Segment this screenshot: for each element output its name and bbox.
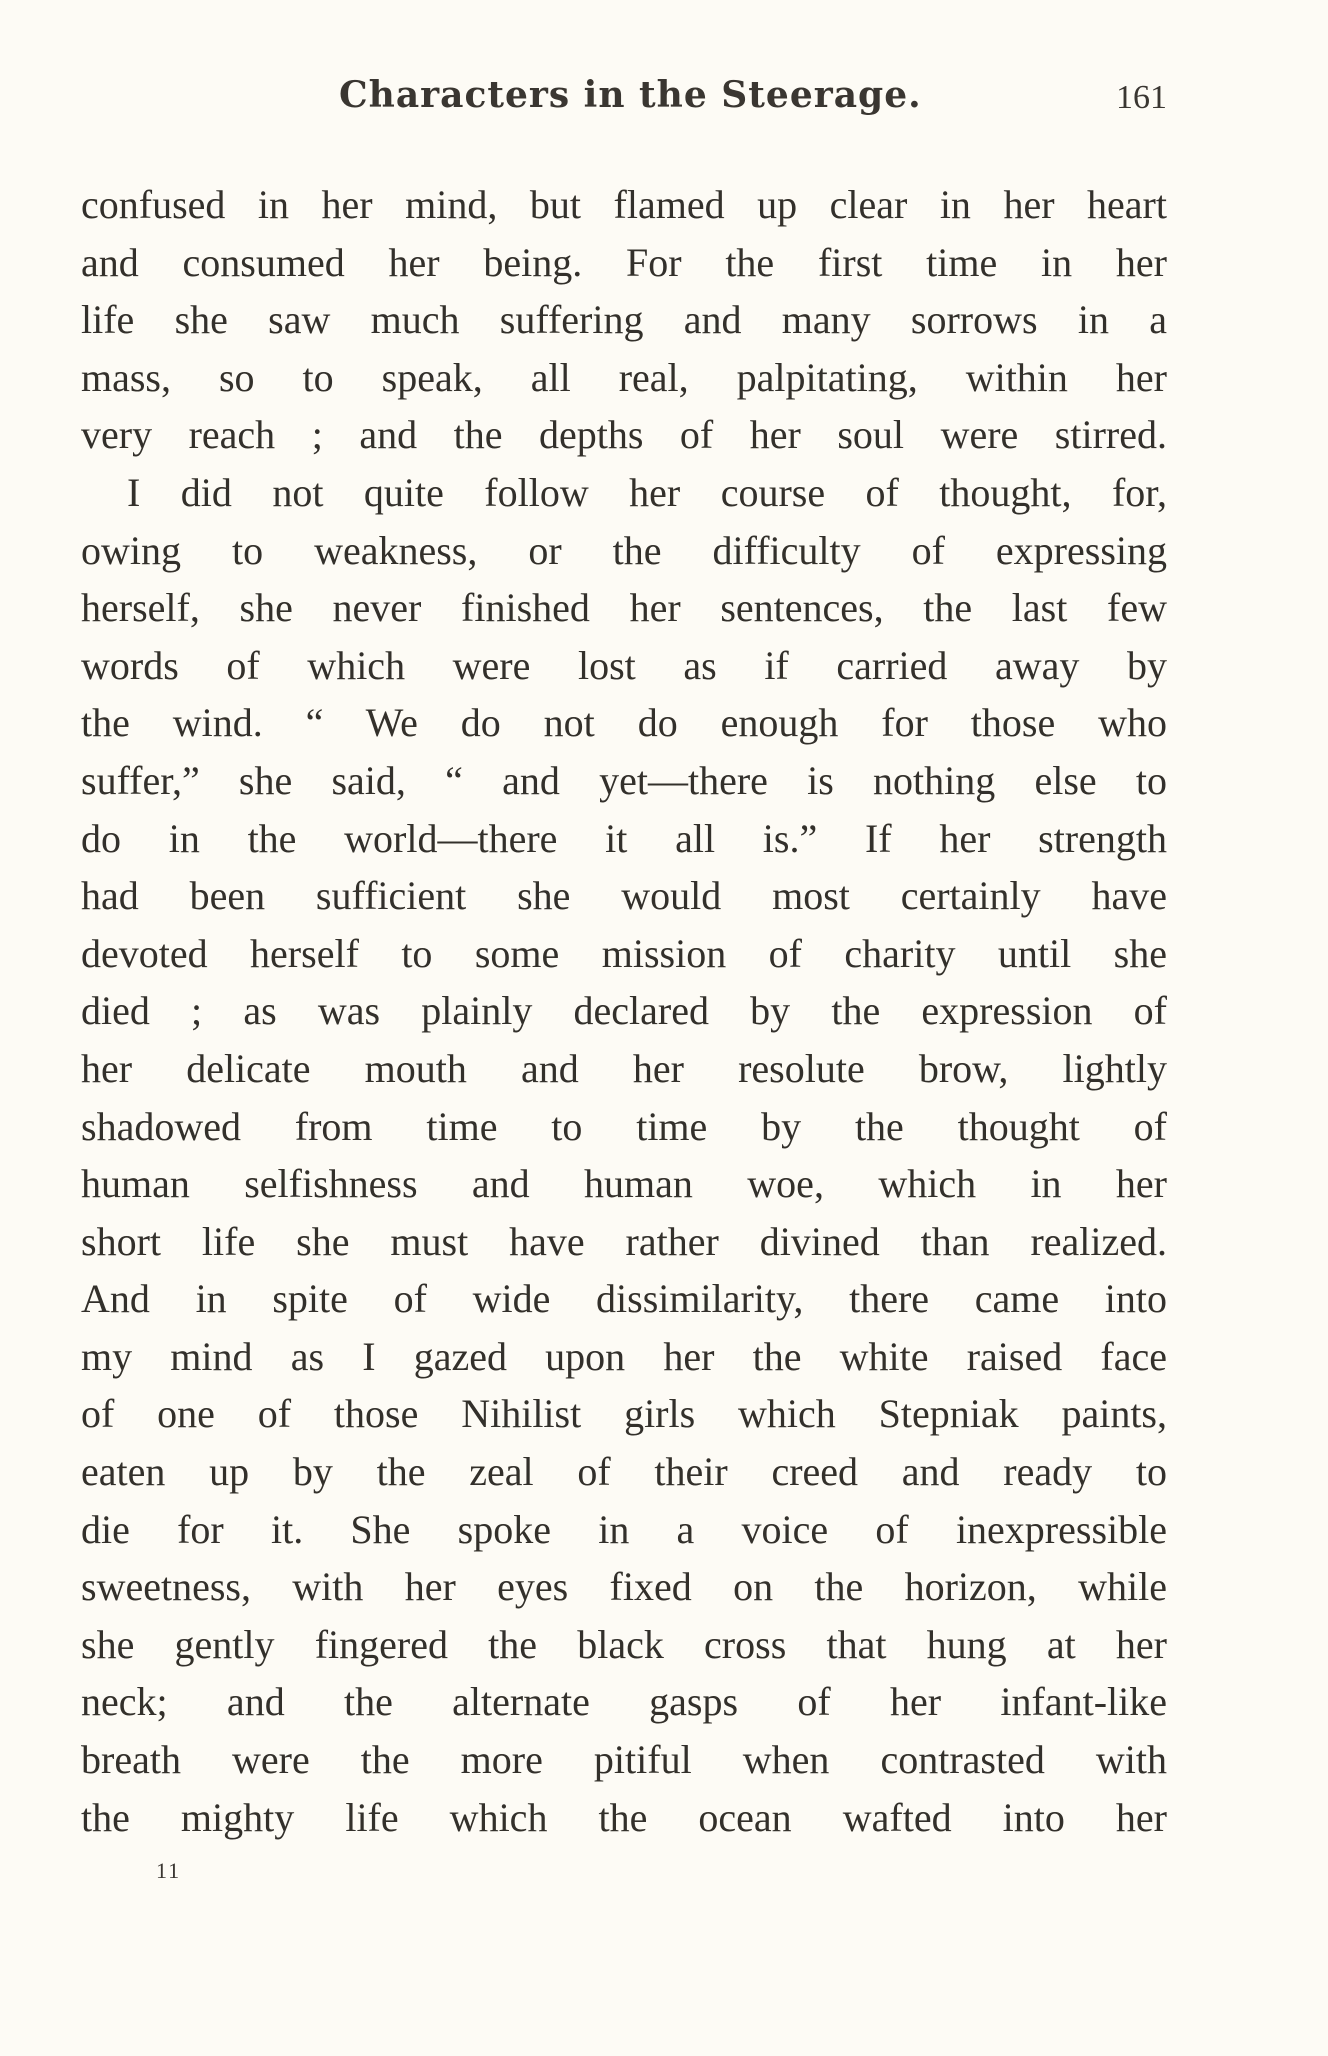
text-line: do in the world—there it all is.” If her strength bbox=[81, 815, 1167, 861]
running-head bbox=[81, 74, 1167, 134]
text-line: she gently fingered the black cross that hung at her bbox=[81, 1621, 1167, 1667]
text-line: mass, so to speak, all real, palpitating, within her bbox=[81, 354, 1167, 400]
text-line: sweetness, with her eyes fixed on the horizon, while bbox=[81, 1564, 1167, 1610]
paragraph-start-line: I did not quite follow her course of thought, for, bbox=[127, 469, 1167, 515]
text-line: suffer,” she said, “ and yet—there is nothing else to bbox=[81, 757, 1167, 803]
text-line: of one of those Nihilist girls which Stepniak paints, bbox=[81, 1391, 1167, 1437]
signature-mark: 11 bbox=[156, 1858, 182, 1883]
text-line: confused in her mind, but flamed up clear in her heart bbox=[81, 182, 1167, 227]
text-line: my mind as I gazed upon her the white raised face bbox=[81, 1333, 1167, 1379]
text-line: devoted herself to some mission of charity until she bbox=[81, 930, 1167, 976]
text-line: owing to weakness, or the difficulty of expressing bbox=[81, 527, 1167, 573]
page-number: 161 bbox=[1116, 79, 1167, 116]
text-line: her delicate mouth and her resolute brow, lightly bbox=[81, 1045, 1167, 1091]
text-line: life she saw much suffering and many sorrows in a bbox=[81, 297, 1167, 343]
text-line: die for it. She spoke in a voice of inexpressible bbox=[81, 1506, 1167, 1552]
text-line: the mighty life which the ocean wafted into her bbox=[81, 1794, 1167, 1840]
text-line: and consumed her being. For the first time in her bbox=[81, 239, 1167, 285]
running-title: Characters in the Steerage. bbox=[339, 74, 922, 116]
body-text bbox=[81, 176, 1167, 1846]
text-line: shadowed from time to time by the thought of bbox=[81, 1103, 1167, 1149]
text-line: words of which were lost as if carried away by bbox=[81, 642, 1167, 688]
text-line: breath were the more pitiful when contrasted with bbox=[81, 1737, 1167, 1783]
text-line: short life she must have rather divined than realized. bbox=[81, 1218, 1167, 1264]
text-line: And in spite of wide dissimilarity, there came into bbox=[81, 1276, 1167, 1322]
text-line: herself, she never finished her sentences, the last few bbox=[81, 585, 1167, 631]
text-line: the wind. “ We do not do enough for those who bbox=[81, 700, 1167, 746]
text-line: human selfishness and human woe, which in her bbox=[81, 1161, 1167, 1207]
text-line: eaten up by the zeal of their creed and ready to bbox=[81, 1449, 1167, 1495]
text-line: neck; and the alternate gasps of her infant-like bbox=[81, 1679, 1167, 1725]
text-line: died ; as was plainly declared by the expression of bbox=[81, 988, 1167, 1034]
text-line: had been sufficient she would most certainly have bbox=[81, 873, 1167, 919]
text-line: very reach ; and the depths of her soul were stirred. bbox=[81, 412, 1167, 458]
